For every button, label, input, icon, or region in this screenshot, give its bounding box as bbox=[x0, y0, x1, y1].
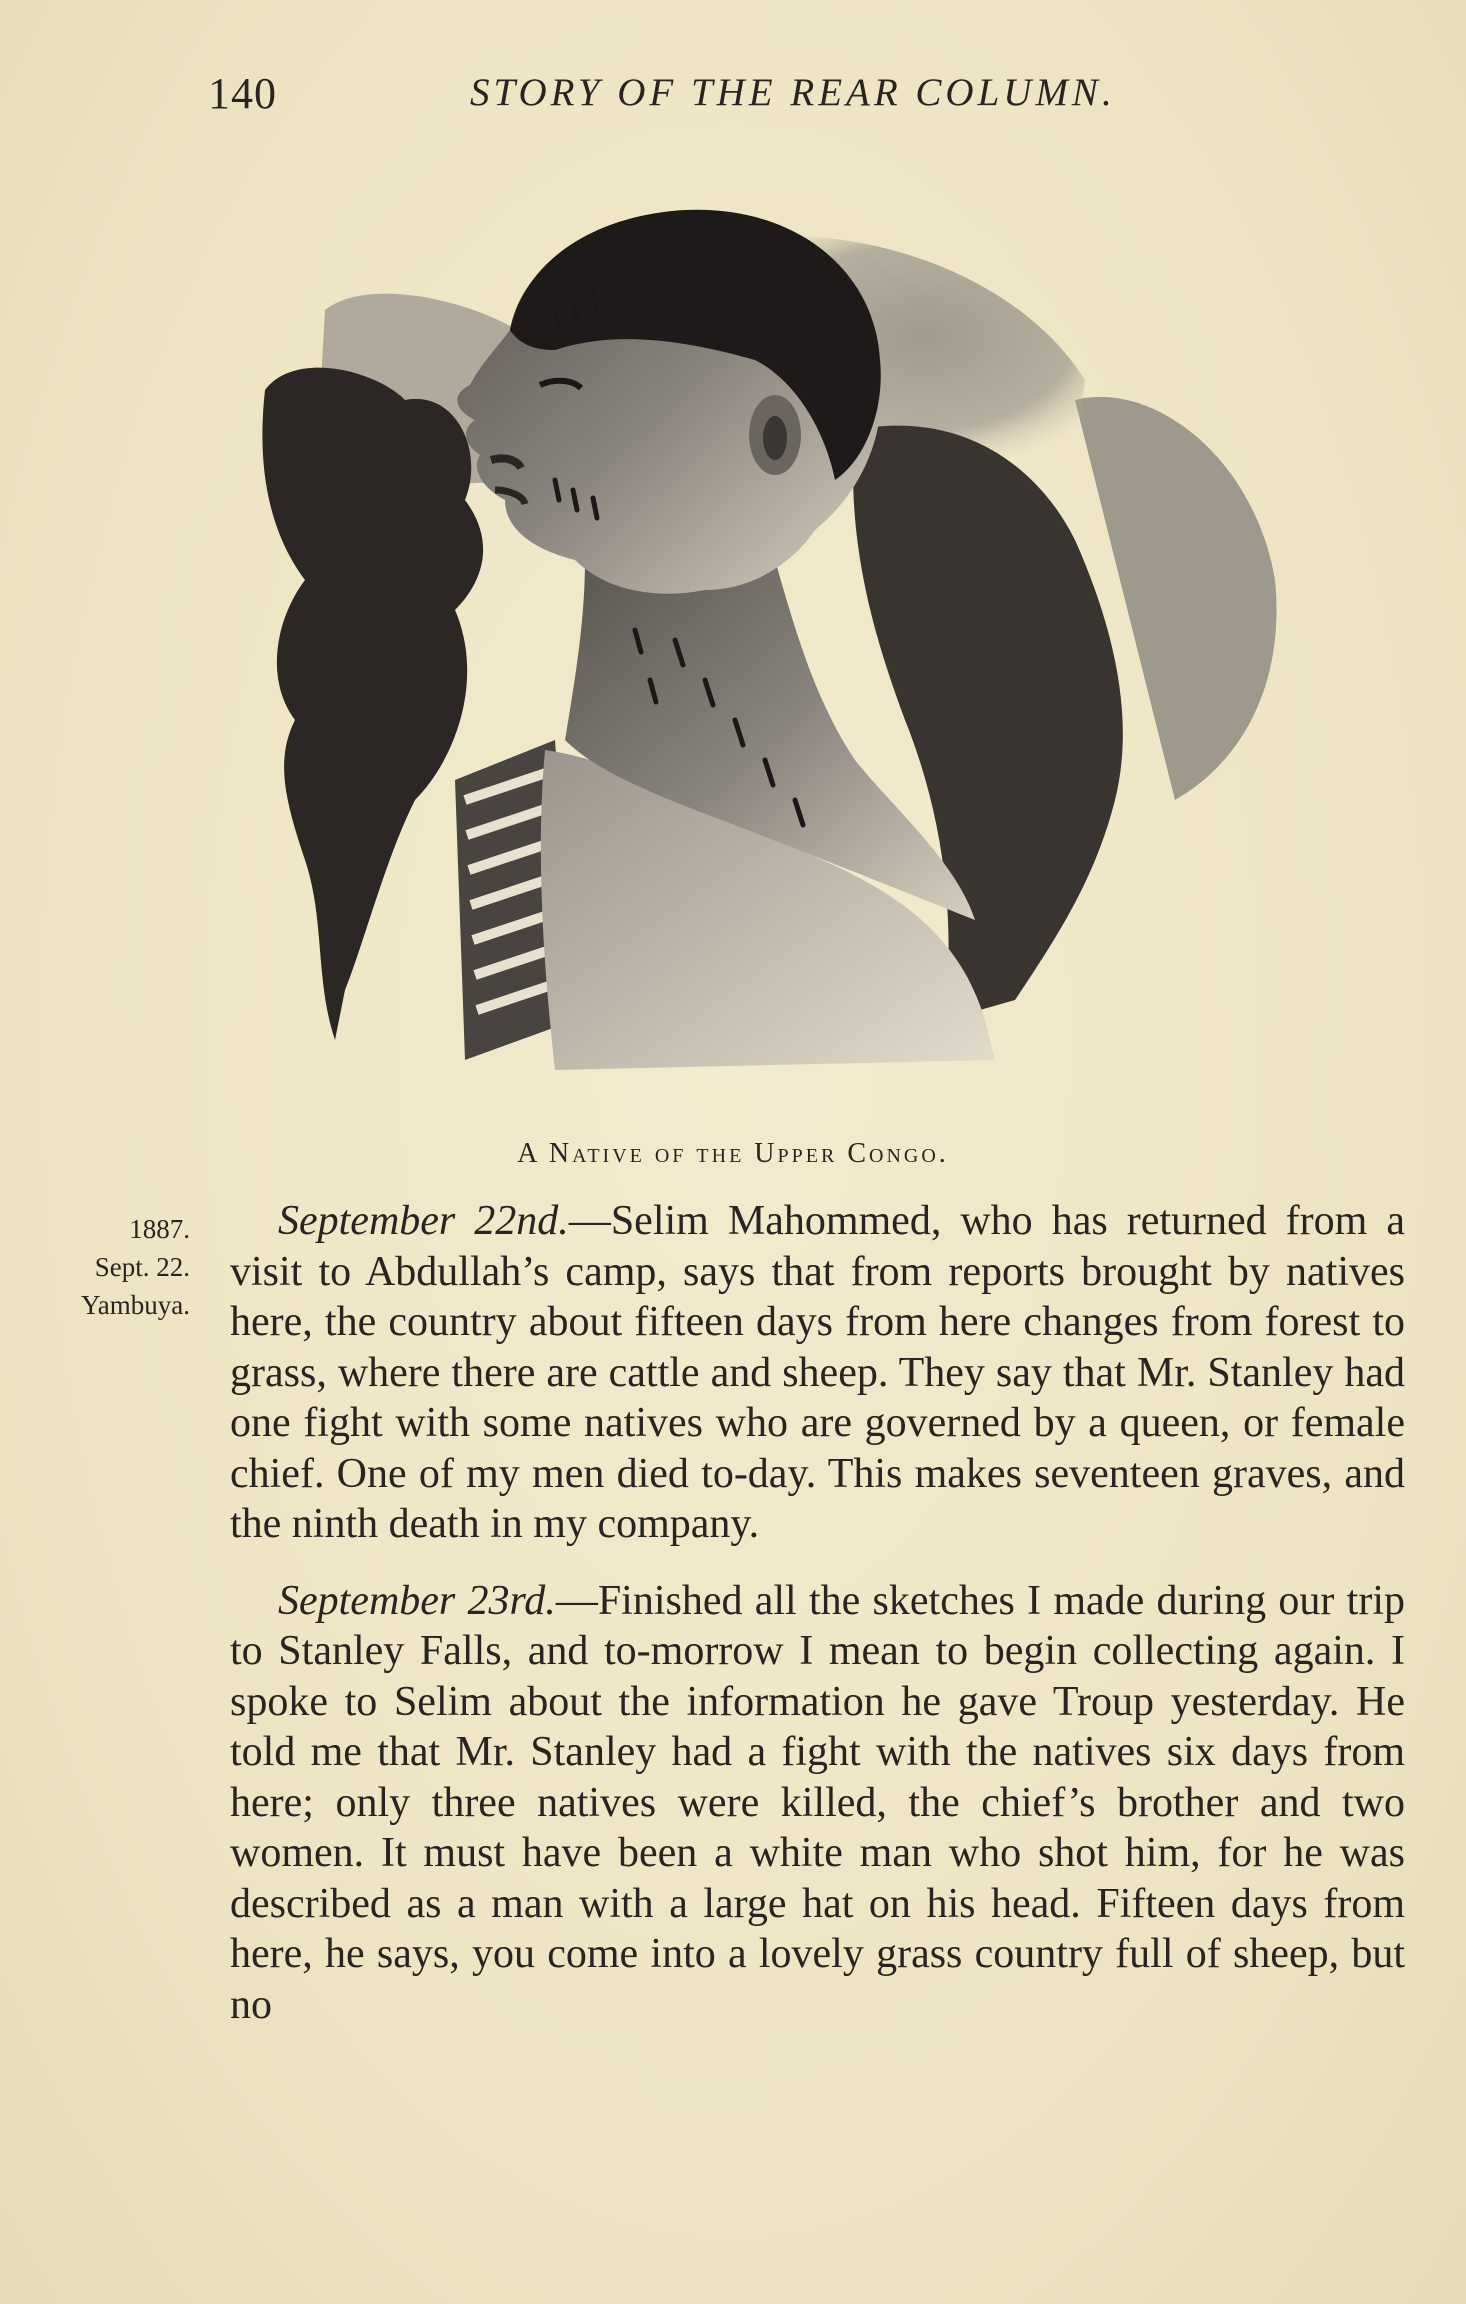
entry-text: —Finished all the sketches I made during our trip to Stanley Falls, and to-morrow I mean to begin collecting again. I spoke to Selim about the information he gave Troup yesterday. He told me that Mr. Stanley had a fight with the natives six days from here; only three natives were killed, the chief’s brother and two women. It must have been a white man who shot him, for he was described as a man with a large hat on his head. Fifteen days from here, he says, you come into a lovely grass country full of sheep, but no bbox=[230, 1577, 1405, 2028]
portrait-illustration bbox=[255, 160, 1335, 1130]
margin-note-place: Yambuya. bbox=[80, 1290, 190, 1320]
paragraph bbox=[230, 1576, 1405, 2031]
paragraph bbox=[230, 1196, 1405, 1550]
figure-caption: A Native of the Upper Congo. bbox=[517, 1138, 949, 1169]
running-head: STORY OF THE REAR COLUMN. bbox=[470, 71, 1116, 114]
entry-date: September 23rd. bbox=[278, 1577, 556, 1624]
body-text bbox=[230, 1196, 1405, 2056]
margin-note-date: Sept. 22. bbox=[94, 1252, 190, 1282]
entry-text: —Selim Mahommed, who has returned from a visit to Abdullah’s camp, says that from reports brought by natives here, the country about fifteen days from here changes from forest to grass, where there are cattle and sheep. They say that Mr. Stanley had one fight with some natives who are governed by a queen, or female chief. One of my men died to-day. This makes seventeen graves, and the ninth death in my company. bbox=[230, 1198, 1405, 1547]
margin-note-year: 1887. bbox=[129, 1214, 190, 1244]
entry-date: September 22nd. bbox=[278, 1198, 569, 1244]
page-number: 140 bbox=[208, 69, 277, 118]
